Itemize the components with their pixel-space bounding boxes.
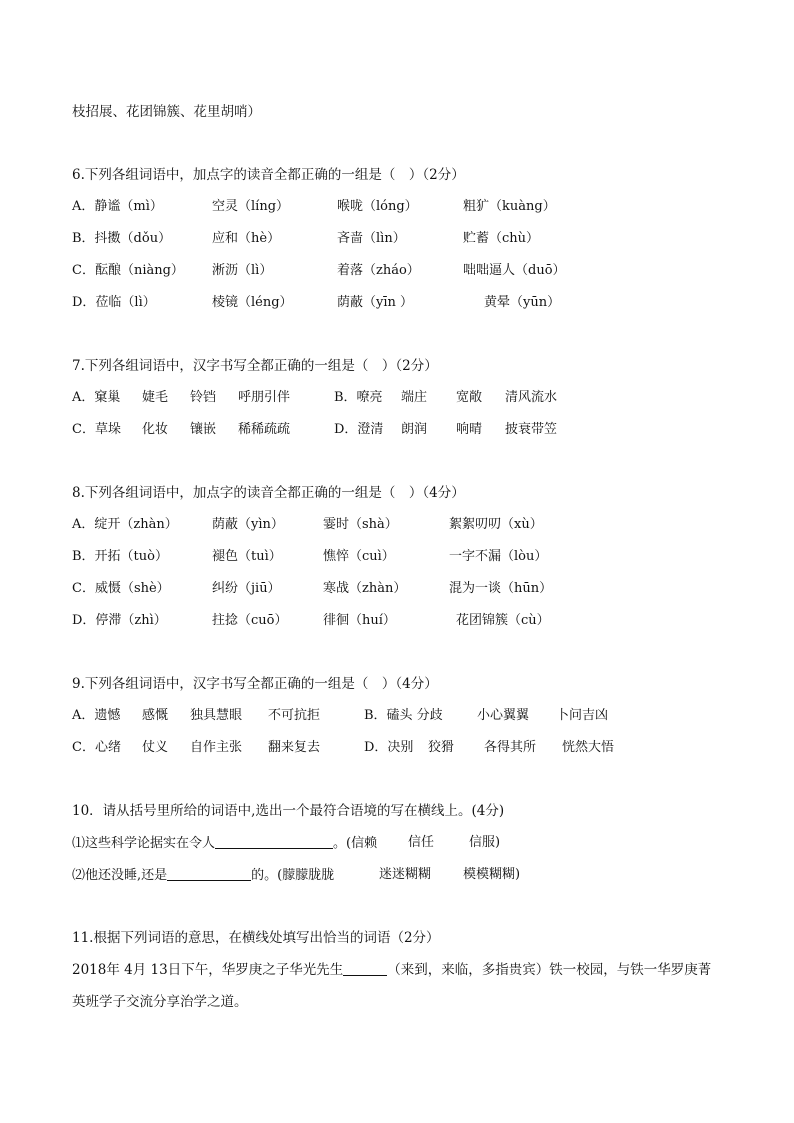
- q8-d-4: 花团锦簇（cù）: [456, 613, 550, 628]
- q6-d-2: 棱镜（léng）: [212, 295, 293, 310]
- q10-s2-blank[interactable]: [167, 866, 251, 881]
- q9-r1-2: 感慨: [142, 708, 169, 723]
- q8-d-3: 徘徊（huí）: [323, 613, 396, 628]
- q8-a-4: 絮絮叨叨（xù）: [449, 517, 543, 532]
- q11-blank[interactable]: [343, 961, 387, 976]
- q9-stem: 9.下列各组词语中，汉字书写全都正确的一组是（ ）（4分）: [72, 676, 438, 692]
- q9-r1-4: 不可抗拒: [268, 708, 321, 723]
- q6-d-3: 荫蔽（yīn ）: [337, 295, 414, 310]
- q9-r2-6: 狡猾: [428, 740, 455, 755]
- q7-r1-8: 清风流水: [505, 390, 558, 405]
- q10-sentence-1: [72, 834, 772, 852]
- q8-b-1: B．开拓（tuò）: [72, 549, 168, 564]
- q10-s2-opt-2: 迷迷糊糊: [379, 867, 432, 882]
- q7-r1-2: 婕毛: [142, 390, 169, 405]
- q7-stem: 7.下列各组词语中，汉字书写全都正确的一组是（ ）（2分）: [72, 358, 438, 374]
- q6-d-4: 黄晕（yūn）: [484, 295, 561, 310]
- q10-s1-post: 。(信赖: [333, 836, 378, 851]
- q7-r1-7: 宽敞: [456, 390, 483, 405]
- q7-r2-6: 朗润: [401, 422, 428, 437]
- q7-r2-7: 响晴: [456, 422, 483, 437]
- q9-r1-1: A．遗憾: [72, 708, 121, 723]
- q9-r1-5: B．磕头 分歧: [364, 708, 443, 723]
- q9-r2-3: 自作主张: [190, 740, 243, 755]
- q6-c-1: C．酝酿（niàng）: [72, 263, 184, 278]
- q6-d-1: D．莅临（lì）: [72, 295, 156, 310]
- q10-s1-opt-2: 信任: [408, 835, 435, 850]
- q7-r1-5: B．嘹亮: [334, 390, 383, 405]
- q6-stem: 6.下列各组词语中，加点字的读音全都正确的一组是（ ）（2分）: [72, 167, 465, 183]
- q10-s2-text: [72, 866, 334, 885]
- q6-option-b: [72, 230, 772, 248]
- q6-b-1: B．抖擞（dǒu）: [72, 231, 172, 246]
- q10-s1-opt-3: 信服): [469, 835, 501, 850]
- q11-line-2: 英班学子交流分享治学之道。: [72, 994, 248, 1010]
- q8-option-c: [72, 580, 772, 598]
- q6-b-3: 吝啬（lìn）: [337, 231, 406, 246]
- q10-s2-pre: ⑵他还没睡,还是: [72, 868, 168, 883]
- q8-option-a: [72, 516, 772, 534]
- q6-option-c: [72, 262, 772, 280]
- q9-row-2: [72, 739, 772, 757]
- q6-a-4: 粗犷（kuàng）: [463, 199, 556, 214]
- q6-b-4: 贮蓄（chù）: [463, 231, 540, 246]
- q6-a-2: 空灵（líng）: [212, 199, 290, 214]
- q7-r1-4: 呼朋引伴: [238, 390, 291, 405]
- q10-s1-text: [72, 834, 377, 853]
- q8-c-3: 寒战（zhàn）: [323, 581, 407, 596]
- q10-stem: 10．请从括号里所给的词语中,选出一个最符合语境的写在横线上。(4分): [72, 803, 505, 819]
- q8-b-3: 憔悴（cuì）: [323, 549, 395, 564]
- q8-a-1: A．绽开（zhàn）: [72, 517, 178, 532]
- q6-c-2: 淅沥（lì）: [212, 263, 273, 278]
- q7-r1-6: 端庄: [401, 390, 428, 405]
- q10-sentence-2: [72, 866, 772, 884]
- q10-s1-pre: ⑴这些科学论据实在令人: [72, 836, 216, 851]
- lead-line: 枝招展、花团锦簇、花里胡哨）: [72, 104, 261, 120]
- q8-option-b: [72, 548, 772, 566]
- q9-r1-7: 卜问吉凶: [556, 708, 609, 723]
- q7-row-1: [72, 389, 772, 407]
- q6-option-d: [72, 294, 772, 312]
- q9-r2-7: 各得其所: [484, 740, 537, 755]
- q8-a-3: 霎时（shà）: [323, 517, 398, 532]
- q10-s2-opt-3: 模模糊糊): [463, 867, 521, 882]
- q10-s2-post: 的。(朦朦胧胧: [251, 868, 335, 883]
- q7-r1-3: 铃铛: [190, 390, 217, 405]
- q6-c-3: 着落（zháo）: [337, 263, 420, 278]
- q11-line1-post: （来到，来临，多指贵宾）铁一校园，与铁一华罗庚菁: [387, 962, 712, 978]
- q9-r1-3: 独具慧眼: [190, 708, 243, 723]
- q8-b-2: 褪色（tuì）: [212, 549, 282, 564]
- q6-c-4: 咄咄逼人（duō）: [463, 263, 566, 278]
- q11-line-1: [72, 961, 711, 979]
- q9-r2-1: C．心绪: [72, 740, 121, 755]
- q7-r2-1: C．草垛: [72, 422, 121, 437]
- q6-a-1: A．静谧（mì）: [72, 199, 163, 214]
- q7-r2-2: 化妆: [142, 422, 169, 437]
- q11-line1-pre: 2018年 4月 13日下午，华罗庚之子华光先生: [72, 962, 344, 978]
- q9-r1-6: 小心翼翼: [477, 708, 530, 723]
- q7-r2-8: 披衰带笠: [505, 422, 558, 437]
- q9-r2-8: 恍然大悟: [562, 740, 615, 755]
- q7-r2-4: 稀稀疏疏: [238, 422, 291, 437]
- q6-a-3: 喉咙（lóng）: [337, 199, 418, 214]
- q6-b-2: 应和（hè）: [212, 231, 281, 246]
- q9-row-1: [72, 707, 772, 725]
- q8-stem: 8.下列各组词语中，加点字的读音全都正确的一组是（ ）（4分）: [72, 485, 465, 501]
- q8-option-d: [72, 612, 772, 630]
- q7-row-2: [72, 421, 772, 439]
- q9-r2-4: 翻来复去: [268, 740, 321, 755]
- q8-d-2: 拄捻（cuō）: [212, 613, 288, 628]
- q8-c-1: C．威慑（shè）: [72, 581, 170, 596]
- q9-r2-5: D．决别: [364, 740, 414, 755]
- q8-d-1: D．停滞（zhì）: [72, 613, 167, 628]
- q9-r2-2: 仗义: [142, 740, 169, 755]
- q7-r2-3: 镶嵌: [190, 422, 217, 437]
- q8-c-4: 混为一谈（hūn）: [449, 581, 553, 596]
- q7-r2-5: D．澄清: [334, 422, 384, 437]
- q8-c-2: 纠纷（jiū）: [212, 581, 281, 596]
- q11-stem: 11.根据下列词语的意思，在横线处填写出恰当的词语（2分）: [72, 930, 440, 946]
- q7-r1-1: A．窠巢: [72, 390, 121, 405]
- q6-option-a: [72, 198, 772, 216]
- q8-b-4: 一字不漏（lòu）: [449, 549, 548, 564]
- q8-a-2: 荫蔽（yìn）: [212, 517, 284, 532]
- q10-s1-blank[interactable]: [215, 834, 333, 849]
